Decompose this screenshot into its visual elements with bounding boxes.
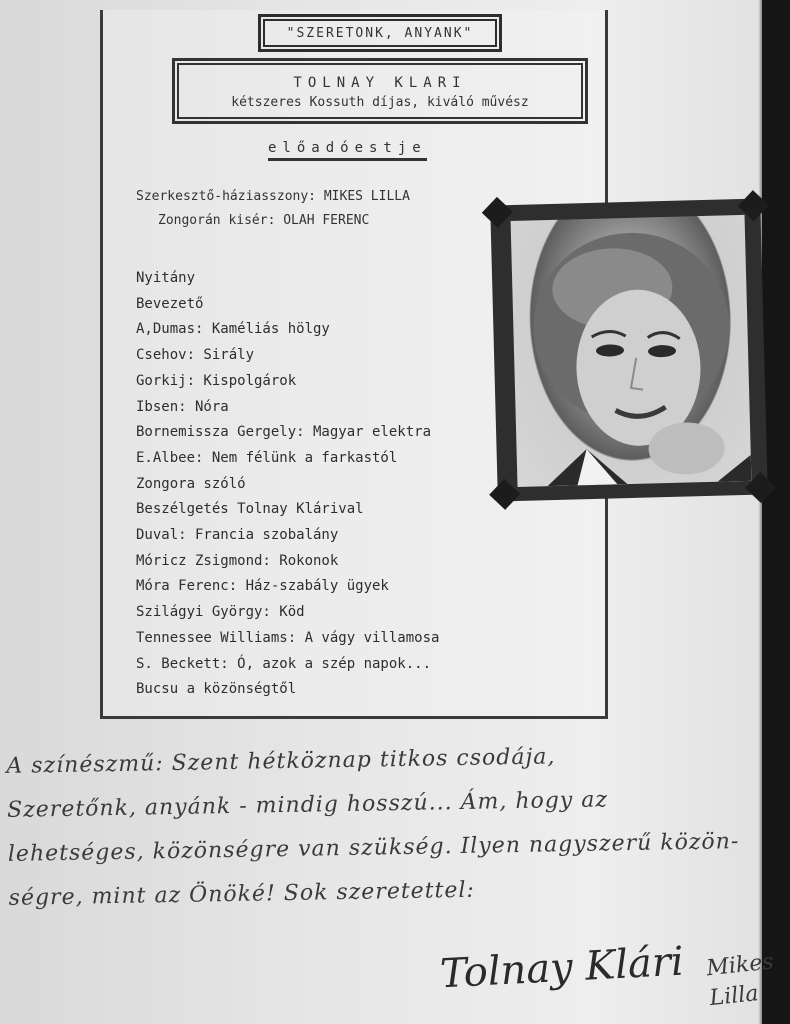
host-credit: Szerkesztő-háziasszony: MIKES LILLA (136, 189, 410, 204)
program-item: Bornemissza Gergely: Magyar elektra (136, 424, 432, 441)
program-item: Ibsen: Nóra (136, 398, 229, 415)
handwritten-line: lehetséges, közönségre van szükség. Ilyen nagyszerű közön- (7, 829, 740, 867)
handwritten-line: A színészmű: Szent hétköznap titkos csodája, (6, 744, 556, 779)
portrait-photo (511, 215, 752, 487)
program-item: Móra Ferenc: Ház-szabály ügyek (136, 578, 389, 595)
program-item: S. Beckett: Ó, azok a szép napok... (136, 655, 432, 672)
program-item: Duval: Francia szobalány (136, 527, 339, 544)
program-item: Bucsu a közönségtől (136, 681, 297, 698)
program-item: Móricz Zsigmond: Rokonok (136, 552, 339, 569)
book-page-edge (762, 0, 790, 1024)
program-item: Zongora szóló (136, 475, 246, 492)
program-item: Csehov: Sirály (136, 347, 255, 364)
program-item: Bevezető (136, 295, 204, 312)
artist-name: TOLNAY KLARI (293, 75, 467, 91)
program-list (136, 266, 439, 703)
artist-name-box (172, 58, 588, 124)
show-title-box (258, 14, 502, 52)
program-item: Tennessee Williams: A vágy villamosa (136, 629, 440, 646)
show-title: "SZERETONK, ANYANK" (286, 25, 474, 41)
performance-heading: előadóestje (268, 140, 427, 161)
photo-frame (490, 199, 768, 502)
signature-tolnay: Tolnay Klári (438, 938, 685, 998)
program-item: Gorkij: Kispolgárok (136, 372, 297, 389)
credits (136, 185, 410, 233)
program-item: Beszélgetés Tolnay Klárival (136, 501, 364, 518)
program-item: Nyitány (136, 270, 196, 286)
handwritten-line: Szeretőnk, anyánk - mindig hosszú... Ám, hogy az (6, 787, 609, 823)
signature-mikes: Mikes Lilla (705, 949, 775, 1012)
handwritten-line: ségre, mint az Önöké! Sok szeretettel: (8, 877, 476, 911)
program-item: Szilágyi György: Köd (136, 604, 305, 621)
pianist-credit: Zongorán kisér: OLAH FERENC (158, 213, 370, 228)
handwritten-note (0, 732, 763, 921)
program-item: A,Dumas: Kaméliás hölgy (136, 321, 330, 338)
artist-subtitle: kétszeres Kossuth díjas, kiváló művész (231, 95, 529, 110)
program-item: E.Albee: Nem félünk a farkastól (136, 449, 398, 466)
